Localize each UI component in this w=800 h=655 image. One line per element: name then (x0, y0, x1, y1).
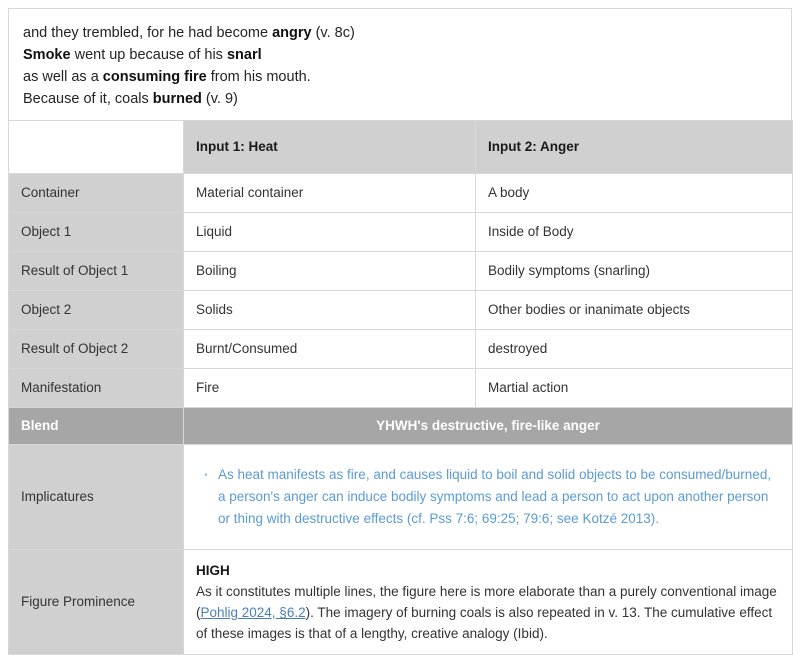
cell-result-object-2-input2: destroyed (476, 330, 793, 369)
plain-text: as well as a (23, 69, 103, 85)
emphasis-text: snarl (226, 47, 262, 63)
verse-line (23, 66, 777, 88)
verse-line (23, 44, 777, 66)
table-row (9, 330, 793, 369)
list-item: · As heat manifests as fire, and causes liquid to boil and solid objects to be consumed/burned, a person's anger can induce bodily symptoms and lead a person to act upon another person or thing with destructive effects (cf. Pss 7:6; 69:25; 79:6; see Kotzé 2013). (216, 464, 780, 530)
cell-manifestation-input2: Martial action (476, 369, 793, 408)
prominence-text-after: ). The imagery of burning coals is also repeated in v. 13. The cumulative effect of these images is that of a lengthy, creative analogy (Ibid). (196, 605, 773, 641)
table-row-blend (9, 408, 793, 445)
cell-manifestation-input1: Fire (184, 369, 476, 408)
cell-result-object-2-input1: Burnt/Consumed (184, 330, 476, 369)
cell-object-1-input2: Inside of Body (476, 213, 793, 252)
cell-object-2-input2: Other bodies or inanimate objects (476, 291, 793, 330)
row-label-container: Container (9, 174, 184, 213)
table-header-row (9, 121, 793, 174)
table-row-figure-prominence (9, 550, 793, 655)
reference-link-pohlig-2024[interactable]: Pohlig 2024, §6.2 (200, 605, 306, 620)
cell-container-input2: A body (476, 174, 793, 213)
emphasis-text: Smoke (23, 47, 71, 63)
row-label-result-of-object-1: Result of Object 1 (9, 252, 184, 291)
emphasis-text: consuming fire (102, 69, 207, 85)
figure-prominence-rating: HIGH (196, 563, 230, 578)
conceptual-blend-table (8, 120, 793, 655)
row-label-figure-prominence: Figure Prominence (9, 550, 184, 655)
cell-result-object-1-input2: Bodily symptoms (snarling) (476, 252, 793, 291)
cell-blend-value: YHWH's destructive, fire-like anger (184, 408, 793, 445)
row-label-manifestation: Manifestation (9, 369, 184, 408)
cell-result-object-1-input1: Boiling (184, 252, 476, 291)
verse-block (8, 8, 792, 120)
cell-object-1-input1: Liquid (184, 213, 476, 252)
plain-text: and they trembled, for he had become (23, 25, 273, 41)
cell-implicatures (184, 445, 793, 550)
row-label-implicatures: Implicatures (9, 445, 184, 550)
table-row (9, 213, 793, 252)
table-row-implicatures (9, 445, 793, 550)
prominence-text-before: As it constitutes multiple lines, the figure here is more elaborate than a purely conventional image ( (196, 584, 777, 620)
cell-object-2-input1: Solids (184, 291, 476, 330)
emphasis-text: burned (152, 91, 202, 107)
cell-container-input1: Material container (184, 174, 476, 213)
row-label-object-2: Object 2 (9, 291, 184, 330)
table-row (9, 252, 793, 291)
plain-text: (v. 9) (201, 91, 238, 107)
table-row (9, 291, 793, 330)
figure-prominence-body (196, 581, 780, 644)
header-input-2: Input 2: Anger (476, 121, 793, 174)
plain-text: Because of it, coals (23, 91, 153, 107)
header-corner-cell (9, 121, 184, 174)
cell-figure-prominence (184, 550, 793, 655)
table-row (9, 174, 793, 213)
header-input-1: Input 1: Heat (184, 121, 476, 174)
row-label-blend: Blend (9, 408, 184, 445)
emphasis-text: angry (272, 25, 312, 41)
verse-line (23, 22, 777, 44)
table-row (9, 369, 793, 408)
plain-text: went up because of his (70, 47, 227, 63)
plain-text: from his mouth. (206, 69, 311, 85)
verse-line (23, 88, 777, 110)
implicature-list (196, 464, 780, 530)
row-label-result-of-object-2: Result of Object 2 (9, 330, 184, 369)
row-label-object-1: Object 1 (9, 213, 184, 252)
plain-text: (v. 8c) (311, 25, 355, 41)
